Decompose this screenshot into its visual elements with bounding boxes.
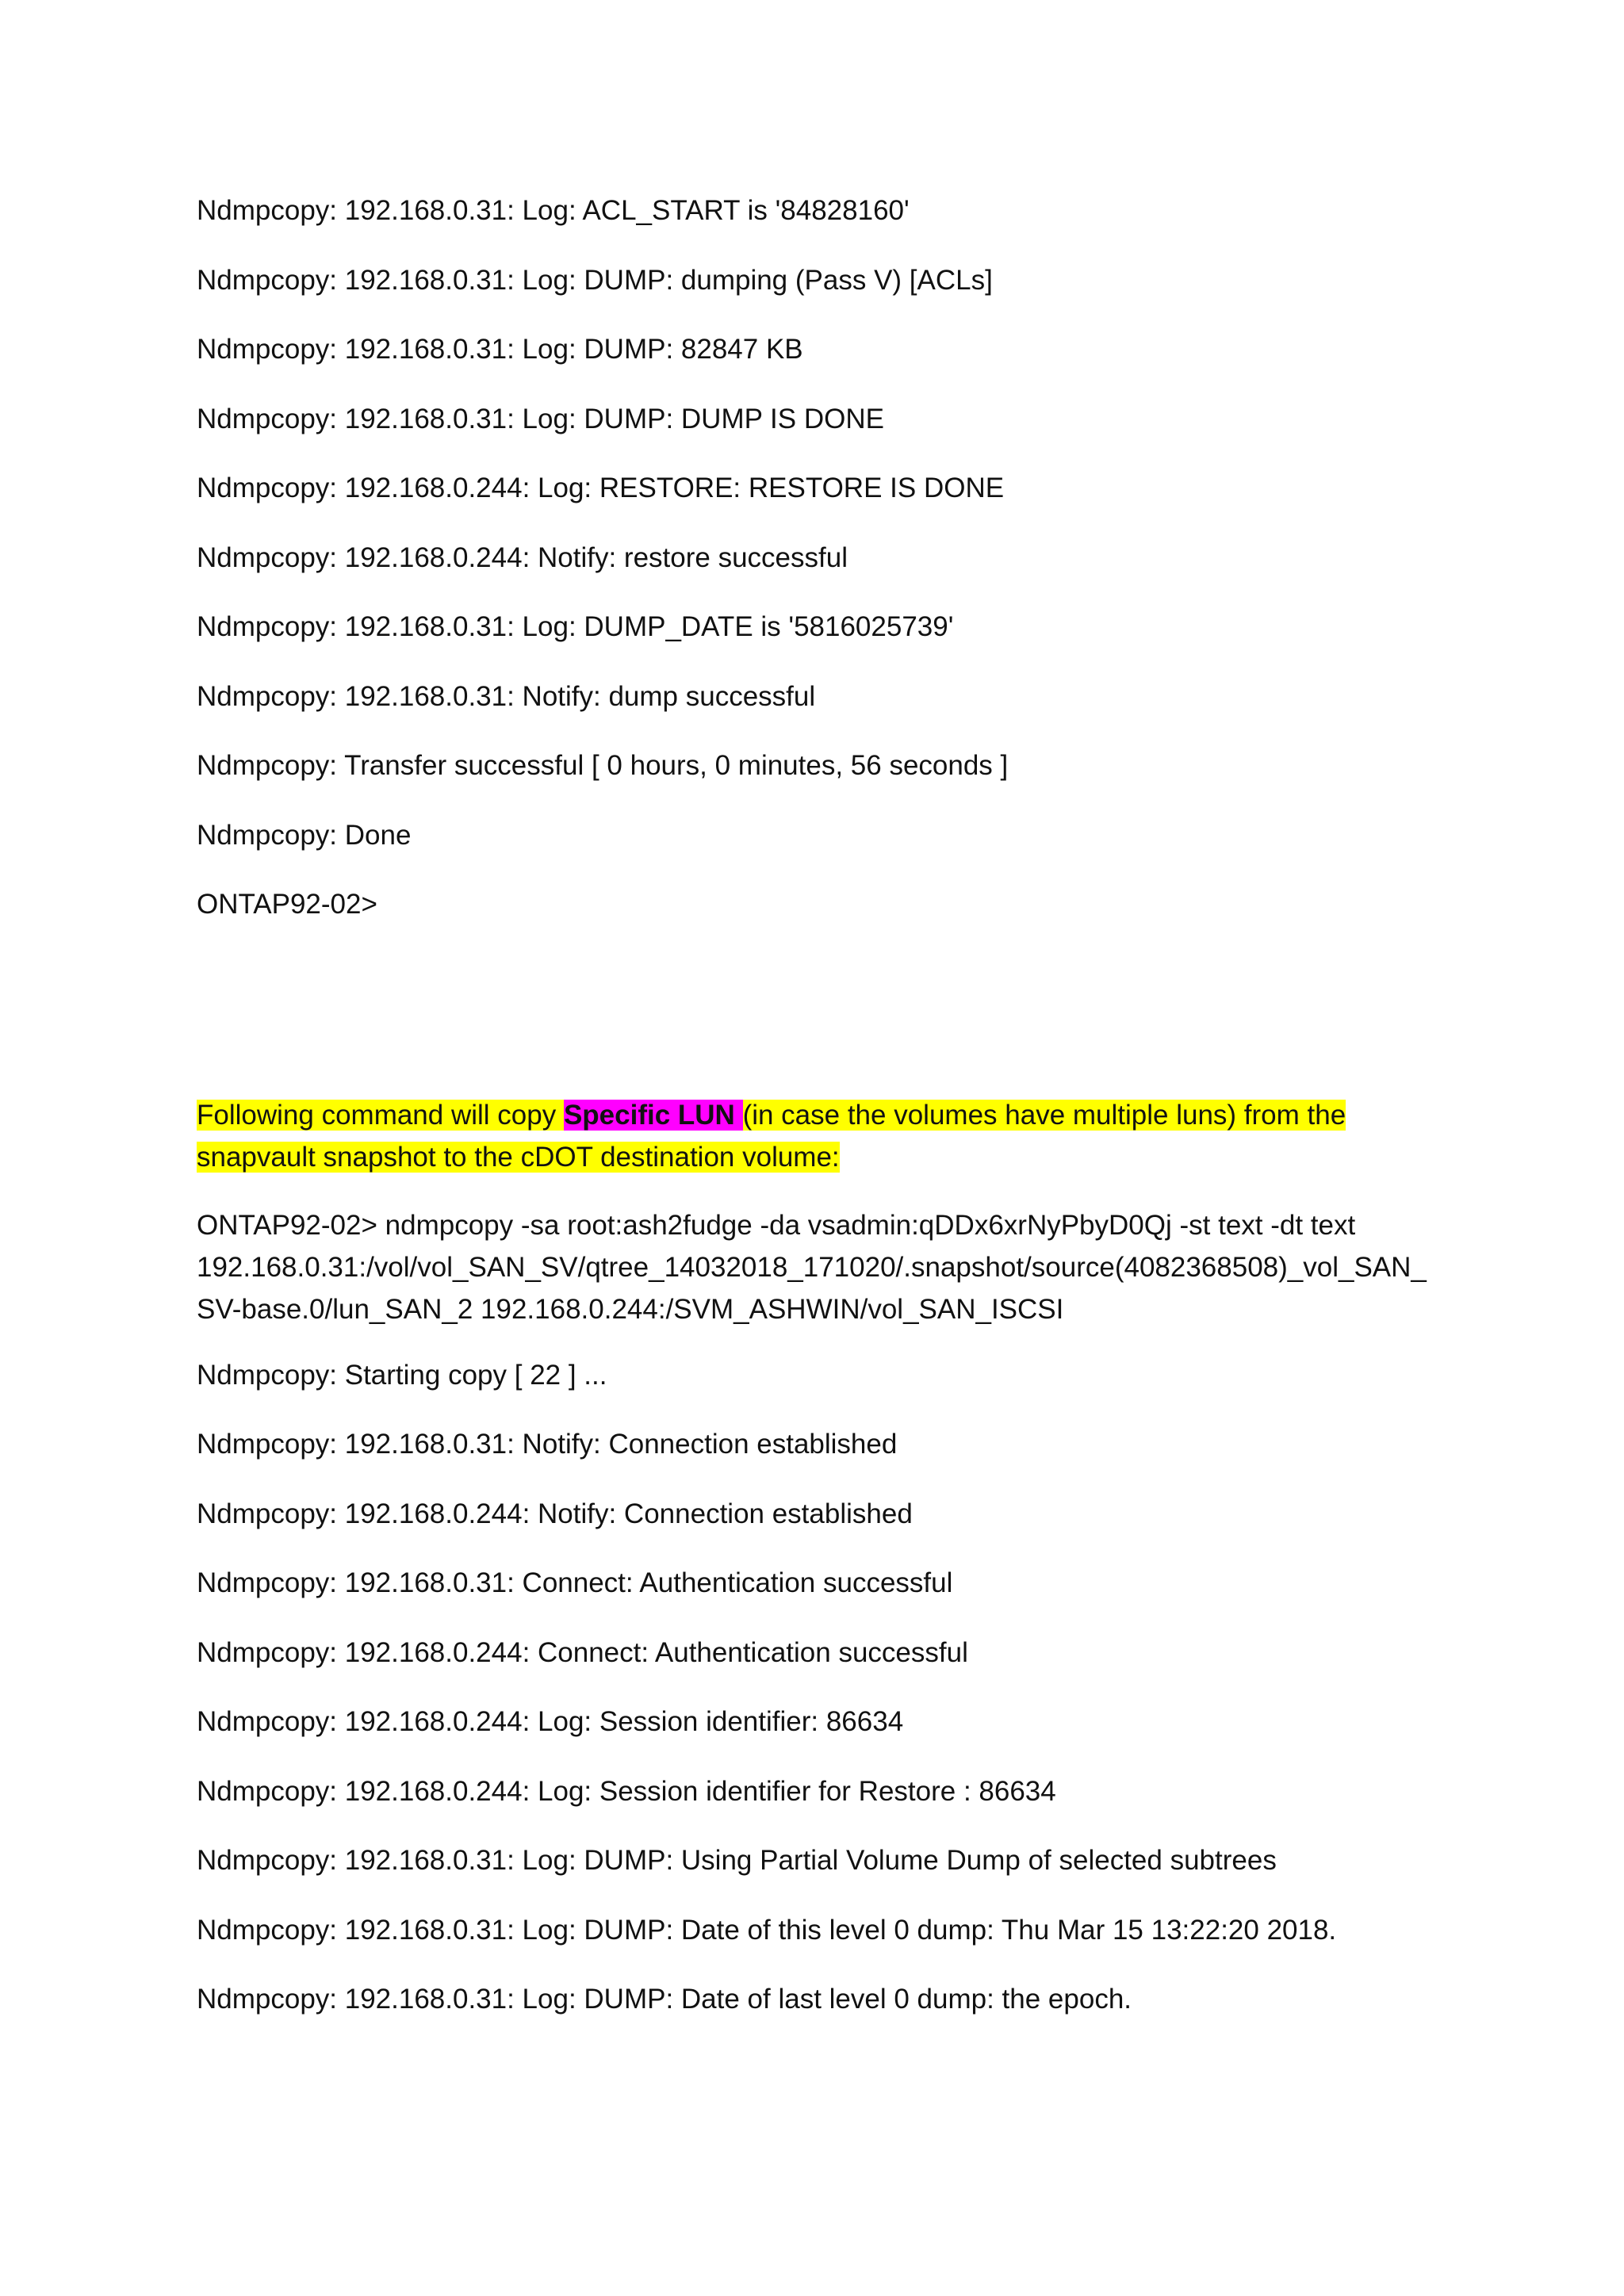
log-line: Ndmpcopy: 192.168.0.31: Connect: Authentication successful	[197, 1567, 953, 1598]
log-block-2	[197, 1358, 1465, 2018]
command-line: ONTAP92-02> ndmpcopy -sa root:ash2fudge -da vsadmin:qDDx6xrNyPbyD0Qj -st text -dt text	[197, 1209, 1356, 1241]
command-line: 192.168.0.31:/vol/vol_SAN_SV/qtree_14032018_171020/.snapshot/source(4082368508)_vol_SAN_	[197, 1251, 1427, 1283]
log-line: Ndmpcopy: 192.168.0.31: Log: DUMP: Date of last level 0 dump: the epoch.	[197, 1984, 1132, 2015]
log-line: Ndmpcopy: Done	[197, 819, 412, 851]
log-line: Ndmpcopy: 192.168.0.244: Notify: Connection established	[197, 1498, 913, 1529]
highlighted-note	[197, 1094, 1465, 1179]
log-line: Ndmpcopy: 192.168.0.31: Log: ACL_START is '84828160'	[197, 195, 910, 226]
log-line: Ndmpcopy: 192.168.0.31: Log: DUMP: 82847 KB	[197, 334, 803, 365]
log-line: Ndmpcopy: 192.168.0.31: Log: DUMP: Date of this level 0 dump: Thu Mar 15 13:22:20 2018.	[197, 1914, 1337, 1946]
log-line: Ndmpcopy: 192.168.0.31: Log: DUMP: DUMP IS DONE	[197, 403, 884, 434]
note-text-line2: snapvault snapshot to the cDOT destination volume:	[197, 1142, 840, 1173]
document-body	[197, 193, 1465, 2052]
log-line: Ndmpcopy: 192.168.0.244: Log: Session identifier for Restore : 86634	[197, 1775, 1056, 1807]
log-line: Ndmpcopy: 192.168.0.31: Notify: Connection established	[197, 1429, 898, 1460]
log-line: Ndmpcopy: 192.168.0.31: Notify: dump successful	[197, 680, 816, 712]
log-line: Ndmpcopy: 192.168.0.244: Notify: restore successful	[197, 541, 848, 573]
note-emphasis: Specific LUN	[563, 1099, 743, 1131]
log-line: Ndmpcopy: Transfer successful [ 0 hours, 0 minutes, 56 seconds ]	[197, 750, 1009, 781]
log-line: Ndmpcopy: 192.168.0.244: Log: RESTORE: RESTORE IS DONE	[197, 473, 1005, 503]
log-line: Ndmpcopy: 192.168.0.31: Log: DUMP_DATE is '5816025739'	[197, 611, 954, 642]
prompt-line: ONTAP92-02>	[197, 889, 377, 920]
log-line: Ndmpcopy: 192.168.0.31: Log: DUMP: Using Partial Volume Dump of selected subtrees	[197, 1845, 1277, 1876]
log-block-1	[197, 193, 1465, 922]
note-text-start: Following command will copy	[197, 1099, 564, 1131]
spacer	[197, 957, 1465, 1094]
log-line: Ndmpcopy: 192.168.0.244: Log: Session identifier: 86634	[197, 1706, 904, 1737]
command-block	[197, 1204, 1465, 1330]
log-line: Ndmpcopy: 192.168.0.244: Connect: Authentication successful	[197, 1636, 968, 1668]
note-text-end: (in case the volumes have multiple luns) from the	[742, 1099, 1346, 1131]
log-line: Ndmpcopy: Starting copy [ 22 ] ...	[197, 1359, 607, 1391]
command-line: SV-base.0/lun_SAN_2 192.168.0.244:/SVM_ASHWIN/vol_SAN_ISCSI	[197, 1293, 1064, 1325]
log-line: Ndmpcopy: 192.168.0.31: Log: DUMP: dumping (Pass V) [ACLs]	[197, 264, 993, 296]
